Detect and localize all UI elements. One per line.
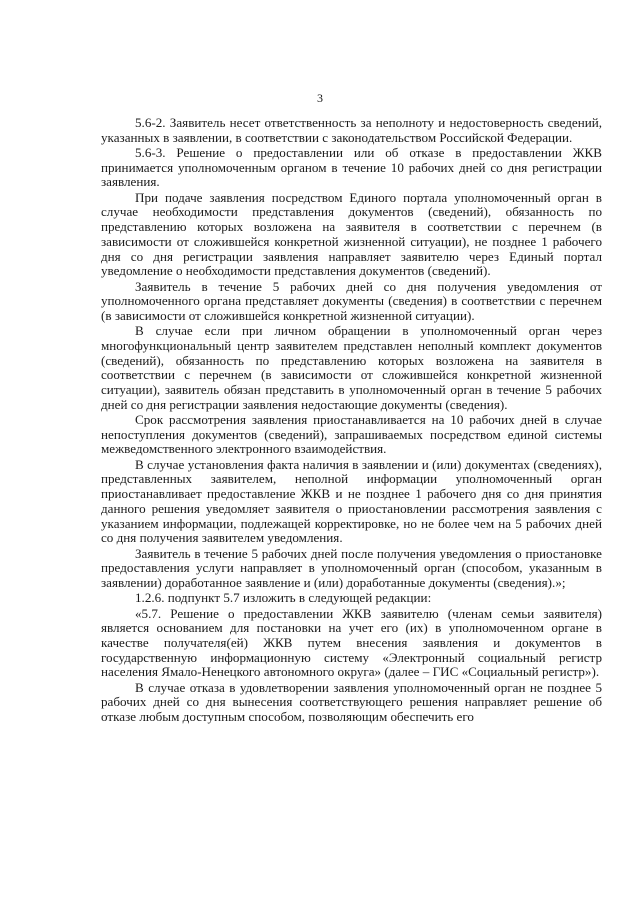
paragraph-1-2-6: 1.2.6. подпункт 5.7 изложить в следующей редакции: (135, 590, 432, 606)
paragraph-refusal: В случае отказа в удовлетворении заявления уполномоченный орган не позднее 5 рабочих дней со дня вынесения соответствующего решения направляет решение об отказе любым доступным способом, позволяющим обеспечить его (101, 679, 602, 725)
paragraph-suspension-term: Срок рассмотрения заявления приостанавливается на 10 рабочих дней в случае непоступления документов (сведений), запрашиваемых посредством единой системы межведомственного электронного взаимодействия. (101, 412, 602, 457)
paragraph-mfc-incomplete: В случае если при личном обращении в уполномоченный орган через многофункциональный центр заявителем представлен неполный комплект документов (сведений), обязанность по представлению которых возложена на заявителя в соответствии с перечнем (в зависимости от сложившейся конкретной жизненной ситуации), заявитель обязан представить в уполномоченный орган в течение 5 рабочих дней со дня регистрации заявления недостающие документы (сведения). (101, 323, 602, 412)
paragraph-portal-submission: При подаче заявления посредством Единого портала уполномоченный орган в случае необходимости представления документов (сведений), обязанность по представлению которых возложена на заявителя в соответствии с перечнем (в зависимости от сложившейся конкретной жизненной ситуации), не позднее 1 рабочего дня со дня регистрации заявления направляет заявителю через Единый портал уведомление о необходимости представления документов (сведений). (101, 189, 602, 279)
paragraph-incomplete-info: В случае установления факта наличия в заявлении и (или) документах (сведениях), представленных заявителем, неполной информации уполномоченный орган приостанавливает предоставление ЖКВ и не позднее 1 рабочего дня со дня принятия данного решения уведомляет заявителя о приостановлении рассмотрения заявления с указанием информации, подлежащей корректировке, но не более чем на 5 рабочих дней со дня получения заявителем уведомления. (101, 456, 602, 546)
paragraph-revised-documents: Заявитель в течение 5 рабочих дней после получения уведомления о приостановке предоставления услуги направляет в уполномоченный орган (способом, указанным в заявлении) доработанное заявление и (или) доработанные документы (сведения).»; (101, 545, 602, 590)
paragraph-5-7: «5.7. Решение о предоставлении ЖКВ заявителю (членам семьи заявителя) является основанием для постановки на учет его (их) в уполномоченном органе в качестве получателя(ей) ЖКВ путем внесения заявления и документов в государственную информационную систему «Электронный социальный регистр населения Ямало-Ненецкого автономного округа» (далее – ГИС «Социальный регистр»). (101, 605, 602, 680)
paragraph-5-6-3: 5.6-3. Решение о предоставлении или об отказе в предоставлении ЖКВ принимается уполномоченным органом в течение 10 рабочих дней со дня регистрации заявления. (101, 145, 602, 190)
paragraph-5-6-2: 5.6-2. Заявитель несет ответственность за неполноту и недостоверность сведений, указанных в заявлении, в соответствии с законодательством Российской Федерации. (101, 115, 602, 145)
paragraph-applicant-response: Заявитель в течение 5 рабочих дней со дня получения уведомления от уполномоченного органа представляет документы (сведения) в соответствии с перечнем (в зависимости от сложившейся конкретной жизненной ситуации). (101, 278, 602, 323)
page-number: 3 (317, 91, 323, 105)
document-body (101, 116, 602, 725)
